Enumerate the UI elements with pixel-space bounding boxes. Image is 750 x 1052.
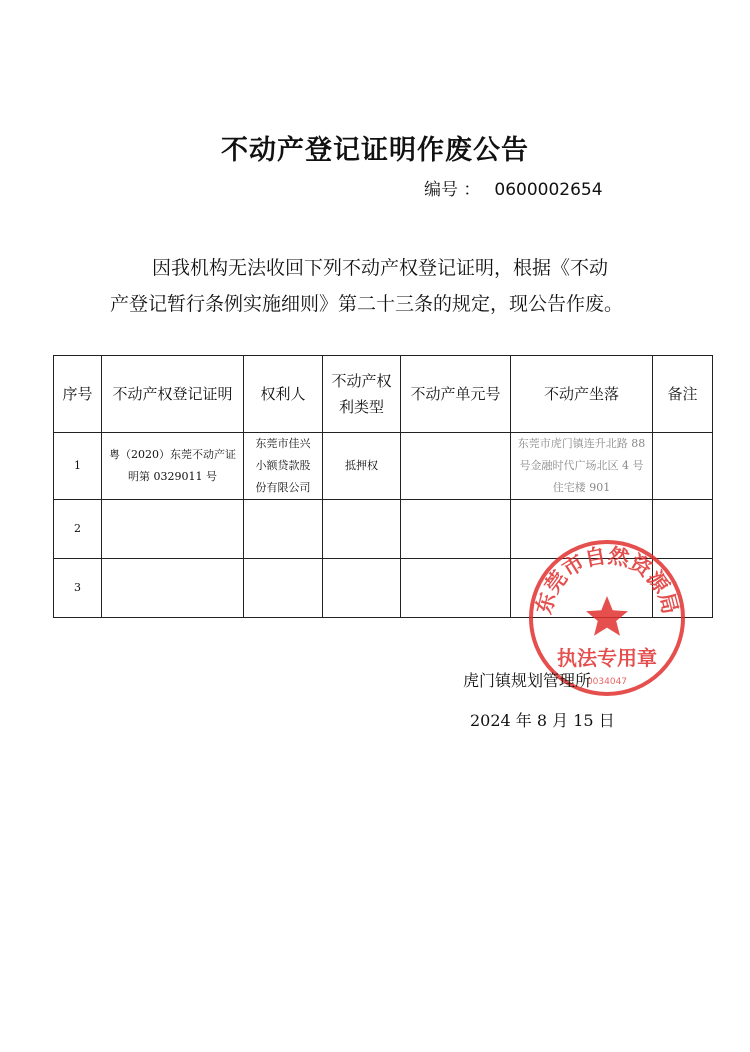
page-title: 不动产登记证明作废公告: [221, 135, 529, 166]
header-unit-number: 不动产单元号: [401, 356, 511, 433]
cell-holder: [244, 559, 323, 618]
header-seq: 序号: [54, 356, 102, 433]
cell-holder-line-1: 东莞市佳兴: [255, 437, 311, 450]
document-number-label: 编号 ：: [424, 180, 481, 200]
header-right-type-line-2: 利类型: [338, 398, 384, 416]
announcement-text-line-2: 产登记暂行条例实施细则》第二十三条的规定，现公告作废。: [110, 293, 624, 315]
issuing-organization: 虎门镇规划管理所: [463, 671, 592, 690]
announcement-text-line-1: 因我机构无法收回下列不动产权登记证明，根据《不动: [152, 257, 609, 279]
cell-certificate: [102, 433, 244, 500]
cell-holder-line-2: 小额贷款股: [255, 459, 311, 472]
header-right-type: [323, 356, 401, 433]
cell-location-line-2: 号金融时代广场北区 4 号: [519, 459, 644, 472]
table-header-row: [54, 356, 713, 433]
cell-holder-line-3: 份有限公司: [255, 481, 311, 494]
document-number-value: 0600002654: [494, 180, 603, 200]
cell-right-type: [323, 500, 401, 559]
cell-holder: [244, 500, 323, 559]
cell-certificate-line-2: 明第 0329011 号: [128, 470, 217, 483]
header-location: 不动产坐落: [511, 356, 653, 433]
cell-holder: [244, 433, 323, 500]
cell-location: [511, 433, 653, 500]
cell-certificate-line-1: 粤（2020）东莞不动产证: [109, 448, 236, 461]
header-holder: 权利人: [244, 356, 323, 433]
cell-right-type: [323, 559, 401, 618]
cell-seq: 1: [54, 433, 102, 500]
document-number: [424, 175, 603, 200]
header-right-type-line-1: 不动产权: [331, 372, 392, 390]
cell-unit-number: [401, 500, 511, 559]
seal-arc-text: 东莞市自然资源局: [531, 543, 683, 617]
seal-number: 0034047: [586, 677, 628, 687]
cell-unit-number: [401, 433, 511, 500]
cell-location-line-3: 住宅楼 901: [552, 481, 611, 494]
cell-seq: 2: [54, 500, 102, 559]
seal-star-icon: [586, 596, 628, 636]
seal-sub-text: 执法专用章: [557, 646, 657, 670]
cell-right-type: 抵押权: [323, 433, 401, 500]
cell-seq: 3: [54, 559, 102, 618]
header-certificate: 不动产权登记证明: [102, 356, 244, 433]
cell-location-line-1: 东莞市虎门镇连升北路 88: [517, 437, 646, 450]
cell-certificate: [102, 559, 244, 618]
issue-date: 2024 年 8 月 15 日: [470, 711, 615, 730]
header-note: 备注: [653, 356, 713, 433]
table-row: [54, 433, 713, 500]
cell-unit-number: [401, 559, 511, 618]
cell-note: [653, 433, 713, 500]
cell-certificate: [102, 500, 244, 559]
